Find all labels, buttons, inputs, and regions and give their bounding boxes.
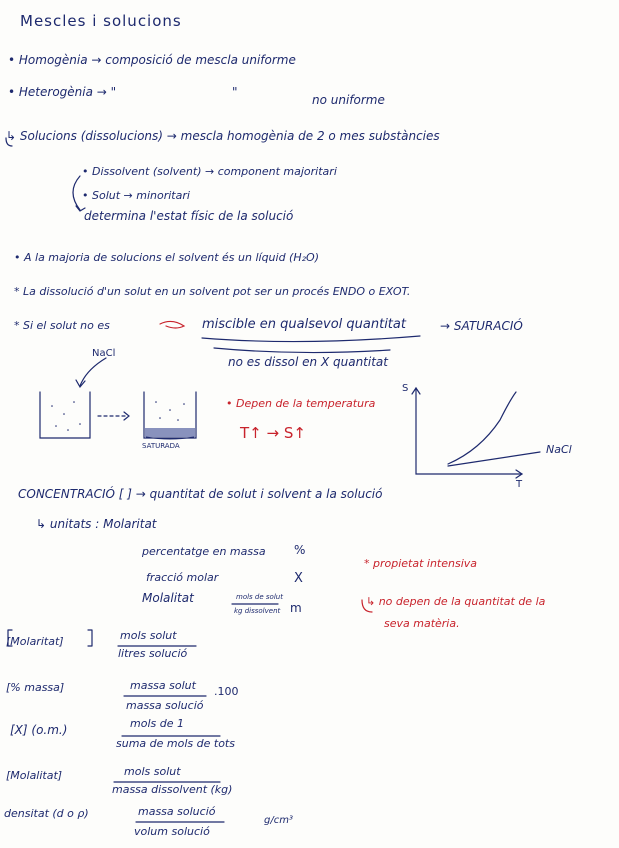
line-percentatge: percentatge en massa (142, 545, 266, 558)
graph-axes (416, 388, 522, 474)
molalitat-formula-label: [Molalitat] (6, 769, 63, 782)
percent-symbol: % (294, 543, 306, 557)
densitat-unit: g/cm³ (264, 815, 293, 826)
graph-s-label: S (402, 383, 409, 394)
line-dissolucio: * La dissolució d'un solut en un solvent pot ser un procés ENDO o EXOT. (14, 285, 411, 298)
massa-numerator: massa solut (130, 679, 196, 692)
line-majoria: • A la majoria de solucions el solvent és un líquid (H₂O) (14, 251, 319, 264)
page-title: Mescles i solucions (20, 12, 182, 30)
graph-nacl-label: NaCl (546, 443, 572, 456)
graph-curve-nacl (448, 452, 540, 466)
massa-label: [% massa] (6, 681, 65, 694)
red-ink (160, 321, 372, 615)
ditto-mark: " (232, 85, 238, 99)
molaritat-brackets (8, 630, 92, 646)
densitat-numerator: massa solució (138, 805, 216, 818)
line-no-uniforme: no uniforme (312, 93, 385, 107)
miscible-underline-2 (214, 348, 390, 353)
line-homogenia: • Homogènia → composició de mescla uniforme (8, 53, 296, 67)
massa-multiplier: .100 (214, 685, 239, 698)
line-no-es-dissol: no es dissol en X quantitat (228, 355, 388, 369)
red-hook (362, 600, 372, 612)
brace-arrowhead (76, 206, 85, 211)
line-heterogenia: • Heterogènia → " (8, 85, 117, 99)
molalitat-denominator: kg dissolvent (234, 607, 281, 615)
saturada-label: SATURADA (142, 442, 180, 450)
line-fraccio: fracció molar (146, 571, 219, 584)
molaritat-numerator: mols solut (120, 629, 177, 642)
molaritat-label: [Molaritat] (6, 635, 64, 648)
no-depen-line1: ↳ no depen de la quantitat de la (366, 595, 546, 608)
x-label: [X] (o.m.) (10, 723, 68, 737)
propietat-intensiva: * propietat intensiva (364, 557, 478, 570)
t-s-relation: T↑ → S↑ (240, 424, 306, 442)
molalitat-numerator: mols de solut (236, 593, 283, 601)
graph-curve-steep (448, 392, 516, 464)
nacl-label: NaCl (92, 348, 116, 359)
miscible-underline (202, 336, 420, 342)
line-solucions: ↳ Solucions (dissolucions) → mescla homogènia de 2 o mes substàncies (6, 129, 440, 143)
x-denominator: suma de mols de tots (116, 737, 235, 750)
densitat-label: densitat (d o ρ) (4, 807, 89, 820)
line-dissolvent: • Dissolvent (solvent) → component majoritari (82, 165, 337, 178)
fraccio-symbol: X (294, 571, 303, 586)
line-solut: • Solut → minoritari (82, 189, 190, 202)
line-saturacio: → SATURACIÓ (440, 319, 523, 333)
depen-temperatura: • Depen de la temperatura (226, 397, 376, 410)
line-miscible: miscible en qualsevol quantitat (202, 317, 406, 332)
line-si-solut: * Si el solut no es (14, 319, 110, 332)
brace-dissolvent-solut (73, 176, 80, 210)
molalitat-formula-denominator: massa dissolvent (kg) (112, 783, 233, 796)
line-concentracio: CONCENTRACIÓ [ ] → quantitat de solut i solvent a la solució (18, 487, 383, 501)
molalitat-symbol: m (290, 601, 302, 615)
beaker-sediment (145, 428, 195, 437)
graph-t-label: T (516, 479, 523, 490)
molaritat-denominator: litres solució (118, 647, 188, 660)
no-depen-line2: seva matèria. (384, 617, 460, 630)
cross-out (160, 321, 184, 328)
densitat-denominator: volum solució (134, 825, 210, 838)
line-molalitat: Molalitat (142, 591, 194, 605)
massa-denominator: massa solució (126, 699, 204, 712)
molalitat-formula-numerator: mols solut (124, 765, 181, 778)
solucions-hook (6, 138, 12, 146)
x-numerator: mols de 1 (130, 717, 184, 730)
line-unitats: ↳ unitats : Molaritat (36, 517, 157, 531)
beaker-left (40, 392, 90, 438)
line-determina: determina l'estat físic de la solució (84, 209, 294, 223)
